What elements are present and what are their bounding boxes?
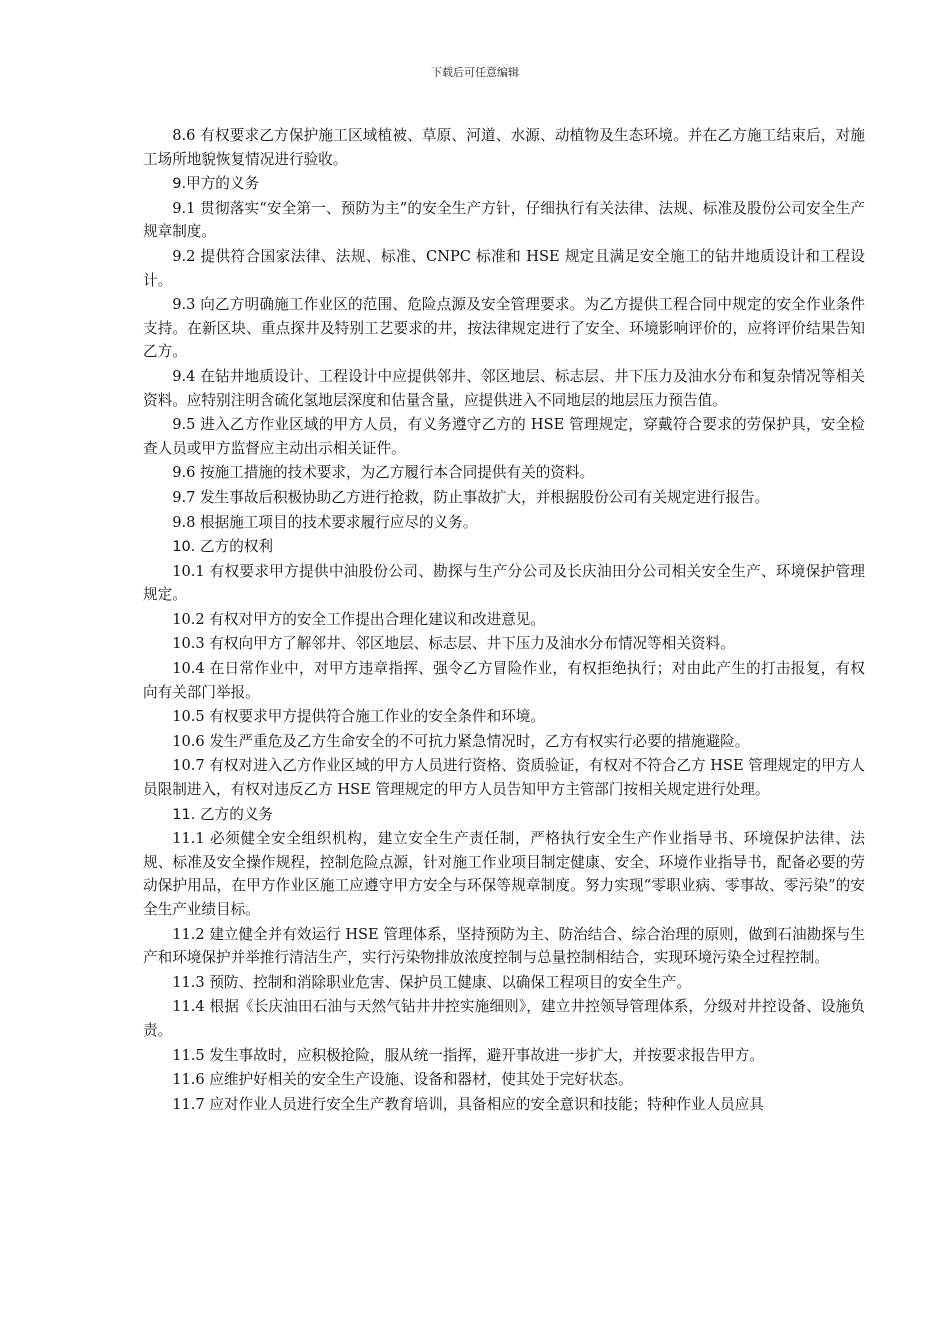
paragraph: 11.5 发生事故时，应积极抢险，服从统一指挥，避开事故进一步扩大，并按要求报告甲方。 bbox=[172, 1046, 764, 1064]
section-heading: 10. 乙方的权利 bbox=[172, 538, 274, 556]
document-body bbox=[143, 124, 865, 1117]
paragraph: 9.8 根据施工项目的技术要求履行应尽的义务。 bbox=[172, 513, 478, 531]
paragraph: 11.3 预防、控制和消除职业危害、保护员工健康、以确保工程项目的安全生产。 bbox=[172, 973, 691, 991]
paragraph: 10.6 发生严重危及乙方生命安全的不可抗力紧急情况时，乙方有权实行必要的措施避险。 bbox=[172, 732, 750, 750]
paragraph: 10.5 有权要求甲方提供符合施工作业的安全条件和环境。 bbox=[172, 708, 545, 726]
page-header-note: 下载后可任意编辑 bbox=[431, 66, 519, 79]
paragraph: 9.5 进入乙方作业区域的甲方人员，有义务遵守乙方的 HSE 管理规定，穿戴符合要求的劳保护具，安全检查人员或甲方监督应主动出示相关证件。 bbox=[143, 416, 865, 457]
paragraph: 11.4 根据《长庆油田石油与天然气钻井井控实施细则》，建立井控领导管理体系，分级对井控设备、设施负责。 bbox=[143, 998, 865, 1039]
paragraph: 10.7 有权对进入乙方作业区域的甲方人员进行资格、资质验证，有权对不符合乙方 HSE 管理规定的甲方人员限制进入，有权对违反乙方 HSE 管理规定的甲方人员告知甲方主管部门按相关规定进行处理。 bbox=[143, 757, 865, 799]
section-heading: 11. 乙方的义务 bbox=[172, 805, 274, 823]
paragraph: 10.4 在日常作业中，对甲方违章指挥、强令乙方冒险作业，有权拒绝执行；对由此产生的打击报复，有权向有关部门举报。 bbox=[143, 660, 865, 701]
paragraph: 9.4 在钻井地质设计、工程设计中应提供邻井、邻区地层、标志层、井下压力及油水分布和复杂情况等相关资料。应特别注明含硫化氢地层深度和估量含量，应提供进入不同地层的地层压力预告值。 bbox=[143, 367, 865, 409]
paragraph: 8.6 有权要求乙方保护施工区域植被、草原、河道、水源、动植物及生态环境。并在乙方施工结束后，对施工场所地貌恢复情况进行验收。 bbox=[143, 127, 865, 168]
paragraph: 9.2 提供符合国家法律、法规、标准、CNPC 标准和 HSE 规定且满足安全施工的钻井地质设计和工程设计。 bbox=[143, 247, 865, 289]
paragraph: 11.6 应维护好相关的安全生产设施、设备和器材，使其处于完好状态。 bbox=[172, 1071, 633, 1089]
paragraph: 10.2 有权对甲方的安全工作提出合理化建议和改进意见。 bbox=[172, 610, 545, 628]
paragraph: 9.7 发生事故后积极协助乙方进行抢救，防止事故扩大，并根据股份公司有关规定进行报告。 bbox=[172, 488, 770, 506]
section-heading: 9.甲方的义务 bbox=[172, 175, 260, 193]
paragraph: 9.3 向乙方明确施工作业区的范围、危险点源及安全管理要求。为乙方提供工程合同中规定的安全作业条件支持。在新区块、重点探井及特别工艺要求的井，按法律规定进行了安全、环境影响评价的，应将评价结果告知乙方。 bbox=[143, 296, 865, 361]
paragraph: 9.1 贯彻落实“安全第一、预防为主”的安全生产方针，仔细执行有关法律、法规、标准及股份公司安全生产规章制度。 bbox=[143, 199, 865, 241]
paragraph: 10.1 有权要求甲方提供中油股份公司、勘探与生产分公司及长庆油田分公司相关安全生产、环境保护管理规定。 bbox=[143, 562, 865, 604]
paragraph: 11.2 建立健全并有效运行 HSE 管理体系，坚持预防为主、防治结合、综合治理的原则，做到石油勘探与生产和环境保护并举推行清洁生产，实行污染物排放浓度控制与总量控制相结合，实现环境污染全过程控制。 bbox=[143, 925, 865, 967]
paragraph: 9.6 按施工措施的技术要求，为乙方履行本合同提供有关的资料。 bbox=[172, 464, 595, 482]
paragraph: 11.7 应对作业人员进行安全生产教育培训，具备相应的安全意识和技能；特种作业人员应具 bbox=[172, 1095, 764, 1113]
paragraph: 11.1 必须健全安全组织机构，建立安全生产责任制，严格执行安全生产作业指导书、环境保护法律、法规、标准及安全操作规程，控制危险点源，针对施工作业项目制定健康、安全、环境作业指导书，配备必要的劳动保护用品，在甲方作业区施工应遵守甲方安全与环保等规章制度。努力实现“零职业病、零事故、零污染”的安全生产业绩目标。 bbox=[143, 830, 865, 918]
paragraph: 10.3 有权向甲方了解邻井、邻区地层、标志层、井下压力及油水分布情况等相关资料。 bbox=[172, 635, 735, 653]
